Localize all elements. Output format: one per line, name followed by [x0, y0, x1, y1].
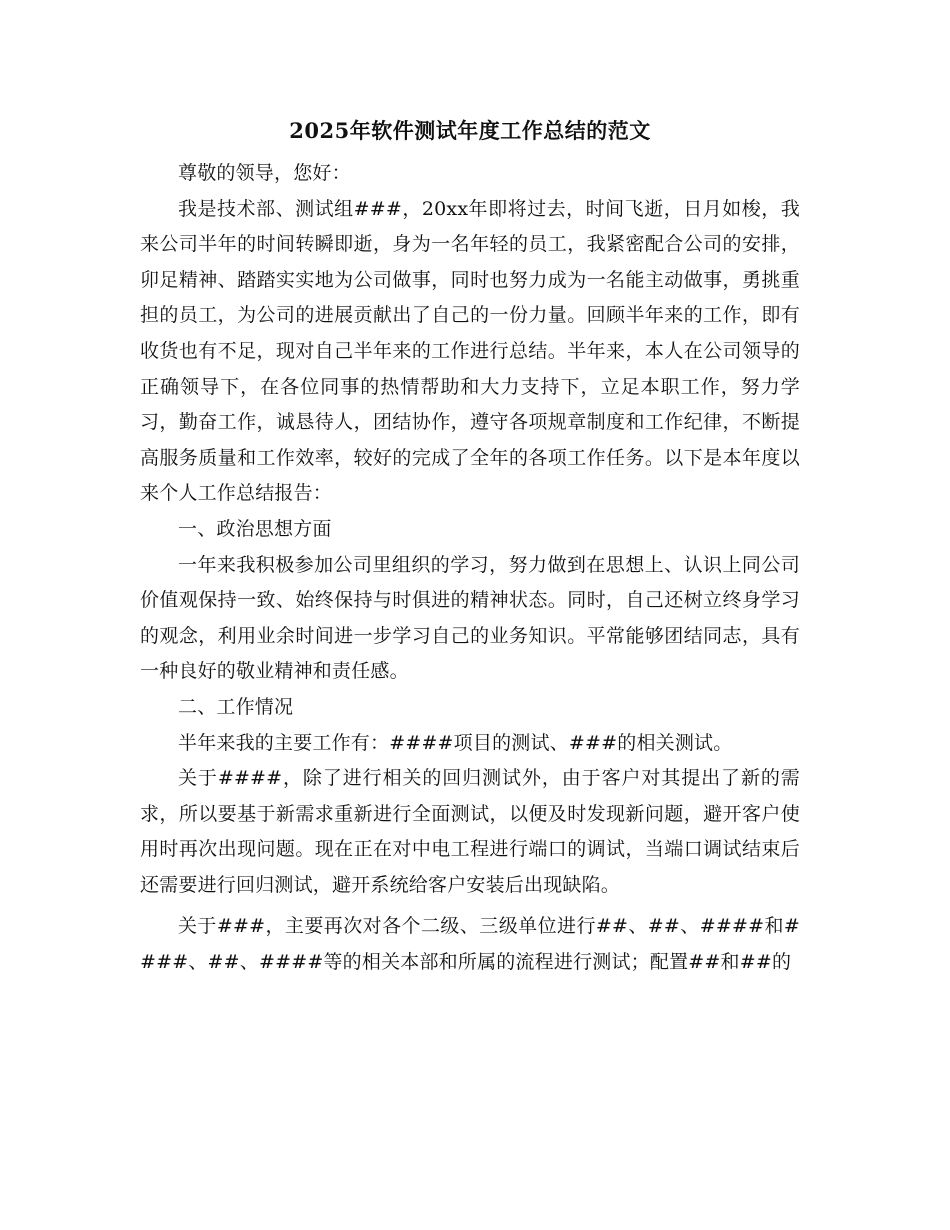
document-title: 2025年软件测试年度工作总结的范文 — [289, 118, 651, 143]
paragraph-political-thought: 一年来我积极参加公司里组织的学习，努力做到在思想上、认识上同公司价值观保持一致、始终保持与时俱进的精神状态。同时，自己还树立终身学习的观念，利用业余时间进一步学习自己的业务知识。平常能够团结同志，具有一种良好的敬业精神和责任感。 — [140, 553, 800, 683]
paragraph-greeting: 尊敬的领导，您好： — [178, 162, 351, 184]
document-body — [140, 114, 800, 981]
paragraph-introduction: 我是技术部、测试组###，20xx年即将过去，时间飞逝，日月如梭，我来公司半年的时间转瞬即逝，身为一名年轻的员工，我紧密配合公司的安排，卯足精神、踏踏实实地为公司做事，同时也努力成为一名能主动做事，勇挑重担的员工，为公司的进展贡献出了自己的一份力量。回顾半年来的工作，即有收货也有不足，现对自己半年来的工作进行总结。半年来，本人在公司领导的正确领导下，在各位同事的热情帮助和大力支持下，立足本职工作，努力学习，勤奋工作，诚恳待人，团结协作，遵守各项规章制度和工作纪律，不断提高服务质量和工作效率，较好的完成了全年的各项工作任务。以下是本年度以来个人工作总结报告： — [140, 197, 800, 505]
section-heading-work-status: 二、工作情况 — [178, 695, 294, 718]
paragraph-main-work: 半年来我的主要工作有：####项目的测试、###的相关测试。 — [178, 731, 733, 754]
paragraph-project-two: 关于###，主要再次对各个二级、三级单位进行##、##、####和####、##、####等的相关本部和所属的流程进行测试；配置##和##的 — [140, 915, 800, 974]
section-heading-political-thought: 一、政治思想方面 — [178, 517, 332, 540]
paragraph-project-one: 关于####，除了进行相关的回归测试外，由于客户对其提出了新的需求，所以要基于新需求重新进行全面测试，以便及时发现新问题，避开客户使用时再次出现问题。现在正在对中电工程进行端口的调试，当端口调试结束后还需要进行回归测试，避开系统给客户安装后出现缺陷。 — [140, 767, 800, 896]
